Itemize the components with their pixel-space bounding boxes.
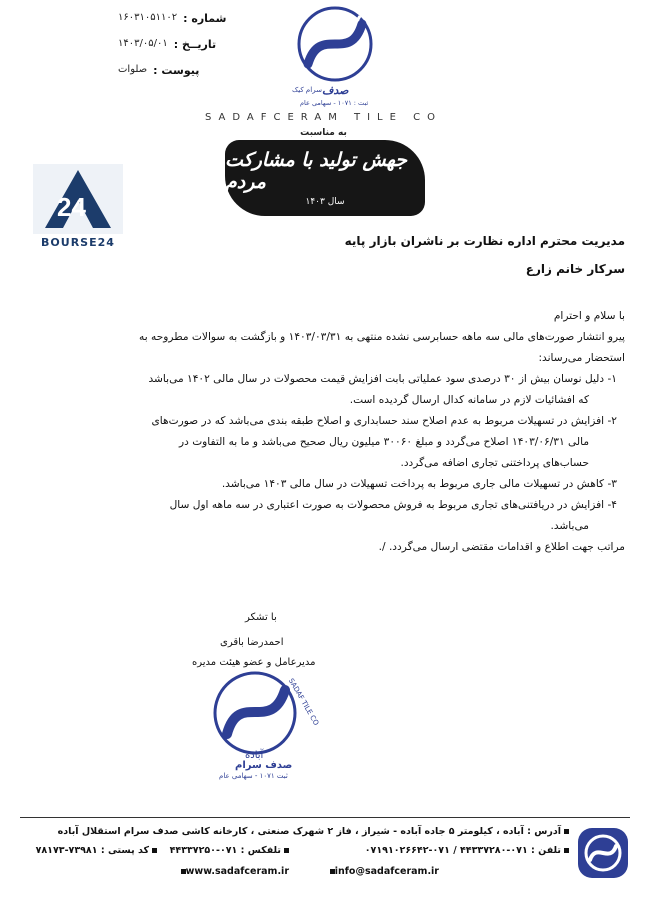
stamp-ring-text: SADAF TILE CO bbox=[286, 677, 321, 727]
signature-thanks: با تشکر bbox=[245, 612, 277, 623]
signer-name: احمدرضا باقری bbox=[220, 637, 284, 648]
item-3: ۳- کاهش در تسهیلات مالی جاری مربوط به پرداخت تسهیلات در سال مالی ۱۴۰۳ می‌باشد. bbox=[221, 478, 617, 490]
item-2-line-3: حساب‌های پرداختنی تجاری اضافه می‌گردد. bbox=[400, 457, 589, 469]
letter-number bbox=[118, 12, 226, 25]
letter-attachment bbox=[118, 64, 199, 77]
occasion-label: به مناسبت bbox=[300, 128, 347, 138]
intro-line-2: استحضار می‌رساند: bbox=[538, 352, 625, 364]
svg-text:24: 24 bbox=[57, 192, 86, 222]
footer-postal: کد پستی : ۷۳۹۸۱-۷۸۱۷۳ bbox=[36, 845, 157, 856]
company-logo bbox=[290, 4, 380, 108]
company-latin-name: SADAFCERAM TILE CO bbox=[205, 112, 442, 123]
footer-brand-icon bbox=[576, 826, 630, 880]
attachment-label: پیوست : bbox=[153, 64, 200, 77]
bullet-icon bbox=[564, 848, 569, 853]
bourse24-icon bbox=[33, 164, 123, 234]
bullet-icon bbox=[152, 848, 157, 853]
item-1-line-1: ۱- دلیل نوسان بیش از ۳۰ درصدی سود عملیاتی بابت افزایش قیمت محصولات در سال مالی ۱۴۰۲ می‌باشد bbox=[148, 373, 617, 385]
item-2-line-1: ۲- افزایش در تسهیلات مربوط به عدم اصلاح سند حسابداری و اصلاح طبقه بندی می‌باشد که در صورت‌های bbox=[151, 415, 617, 427]
attachment-value: صلوات bbox=[118, 64, 148, 75]
bullet-icon bbox=[564, 829, 569, 834]
number-label: شماره : bbox=[183, 12, 227, 25]
bourse24-logo bbox=[33, 164, 123, 234]
greeting: با سلام و احترام bbox=[553, 310, 625, 322]
stamp-brand: صدف سرام bbox=[235, 760, 293, 771]
banner-year: سال ۱۴۰۳ bbox=[305, 197, 345, 207]
footer-website[interactable]: www.sadafceram.ir bbox=[178, 866, 289, 877]
signer-title: مدیرعامل و عضو هیئت مدیره bbox=[192, 657, 316, 668]
bullet-icon bbox=[284, 848, 289, 853]
brand-farsi: صدف bbox=[322, 84, 349, 97]
stamp-registration: ثبت ۱۰۷۱ - سهامی عام bbox=[219, 772, 288, 780]
item-4-line-1: ۴- افزایش در دریافتنی‌های تجاری مربوط به فروش محصولات به صورت اعتباری در سه ماهه اول سال bbox=[169, 499, 617, 511]
recipient-line-2: سرکار خانم زارع bbox=[525, 262, 625, 276]
footer-fax: تلفکس : ۰۷۱-۴۴۳۳۷۲۵۰ bbox=[170, 845, 289, 856]
company-stamp bbox=[205, 668, 321, 780]
registration-line: ثبت : ۱۰۷۱ - سهامی عام bbox=[300, 99, 369, 107]
brand-sub: سرام کیک bbox=[292, 86, 322, 94]
closing-line: مراتب جهت اطلاع و اقدامات مقتضی ارسال می‌گردد. /. bbox=[378, 541, 625, 553]
banner-title: جهش تولید با مشارکت مردم bbox=[225, 149, 408, 193]
date-value: ۱۴۰۳/۰۵/۰۱ bbox=[118, 38, 168, 49]
footer-logo bbox=[576, 826, 630, 880]
footer-address: آدرس : آباده ، کیلومتر ۵ جاده آباده - شیراز ، فاز ۲ شهرک صنعتی ، کارخانه کاشی صدف سرام استقلال آباده bbox=[58, 826, 569, 837]
letter-date bbox=[118, 38, 216, 51]
sadaf-logo-icon bbox=[290, 4, 380, 84]
item-2-line-2: مالی ۱۴۰۳/۰۶/۳۱ اصلاح می‌گردد و مبلغ ۳۰۰۶۰ میلیون ریال صحیح می‌باشد و ما به التفاوت در bbox=[179, 436, 589, 448]
footer-email[interactable]: info@sadafceram.ir bbox=[327, 866, 439, 877]
footer-divider bbox=[20, 817, 630, 818]
bourse24-label: BOURSE24 bbox=[41, 236, 115, 249]
item-4-line-2: می‌باشد. bbox=[550, 520, 589, 532]
item-1-line-2: که افشائیات لازم در سامانه کدال ارسال گردیده است. bbox=[349, 394, 589, 406]
number-value: ۱۶۰۳۱۰۵۱۱۰۲ bbox=[118, 12, 178, 23]
intro-line-1: پیرو انتشار صورت‌های مالی سه ماهه حسابرسی نشده منتهی به ۱۴۰۳/۰۳/۳۱ و بازگشت به سوالات مطروحه به bbox=[139, 331, 625, 343]
letter-body bbox=[20, 306, 625, 558]
recipient-line-1: مدیریت محترم اداره نظارت بر ناشران بازار پایه bbox=[344, 234, 625, 248]
slogan-banner bbox=[225, 140, 425, 216]
stamp-city: آباده bbox=[245, 750, 264, 761]
footer-phone: تلفن : ۰۷۱-۴۴۳۳۷۲۸۰ / ۰۷۱-۰۷۱۹۱۰۲۶۶۴۲ bbox=[365, 845, 569, 856]
date-label: تاریــخ : bbox=[173, 38, 217, 51]
